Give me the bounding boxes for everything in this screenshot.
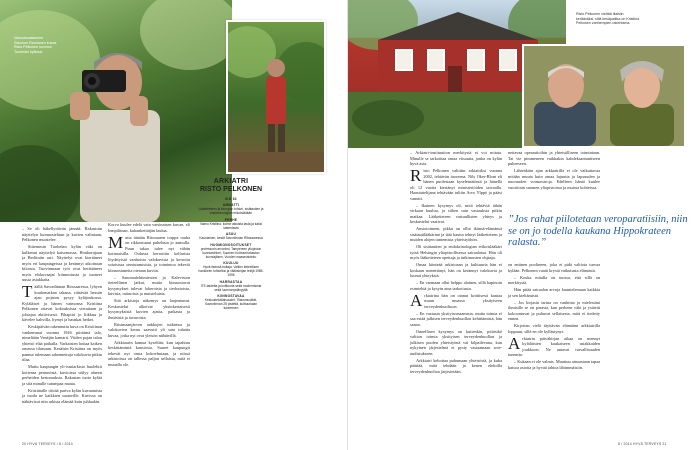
pull-quote: ”Jos rahat piilotetaan veroparatiisiin, niin se on jo todella kaukana Hippokrateen ralasta.” (508, 214, 688, 248)
paragraph: Omaa kiinteää arkistoaan ja kulttuuria hän ei koskaan menettänyt, hän on kerännyt valokuvia ja luonut yhteyksiä. (410, 262, 502, 278)
paragraph: – En vastusta yksityisrasaamista, mutta toimia ei saa estää julkisen terveydenhuollon kehittämistä, hän sanoo. (410, 310, 502, 327)
paragraph: Kirjoitan vielä täyttävän elämääni arkkiatrilla loppuun, sillä en ole kyllästynyt. (508, 323, 600, 334)
left-column-2 (108, 222, 190, 369)
paragraph: Ritsimaanjärven aukkojen tutkimus ja valokuvien keruu saavutti yli sata tuhatta kuvaa, jotka nyt ovat yleisön nähtävillä. (108, 321, 190, 338)
paragraph: Sittemmin Tuohelan kylän väki on kulkenut näyttelyä katsomassa, Houkorujaan ja Berliiniin asti. Näyttelyt ovat kiertäneet myös eri kaupungeissa ja kerännyt aikoinaan kiitosta. Tuovinmaan työt ovat herättäneet myös elokuvaajat kiinnostusta ja tuoneet uusia asiakkaita. (22, 244, 102, 282)
paragraph: nettavaa operaatioihin ja yhteisölliseen toimintaan. Tai vie pimmeneen vaikkakin kahdeksantuntiseen puheeseen. (508, 150, 600, 166)
paragraph: Muttu kaupungin yli-ismiarkisto huolehtii kotiensa perinnöstä, kuvioissa säilyy alueen perheiden kertomuksia. Rakastan tuota kylää ja sitä minulle tutumpaa maata. (22, 364, 102, 386)
garden-photo (226, 20, 326, 174)
infobox-value: professorin arvonimi, Tampereen yliopiston kunniatohtori, Suomen Kulttuurirahaston kunniajäsen, Vuoden maaseututeko (200, 246, 262, 259)
infobox-label: IKÄ (225, 196, 232, 201)
paragraph: Arkkiaarin kamua kyseltiin, kun tapahtuu keskittämästä kansiosta. Suuret kaupungit tekevät nyt omia kokoelmiaan, ja niissä arkistoissa on tallessa paljon sellaista, mitä ei muualla ole. (108, 339, 190, 367)
drop-cap: R (410, 166, 422, 185)
paragraph: – Ikuinen kysymys oli, mitä tehtäviä tähän virkaan kuuluu, ja siihen sain vastauksia pitkin matkaa. Lääketieteen vastuullisten yhteys ja keskustelut vaativat. (410, 202, 502, 224)
infobox-value: Vaimo Kristiina, kolme aikuista lasta ja kaksi lastenlasta (199, 221, 263, 230)
paragraph: Ansiotoimeni, pikku on ollut ikänsä-elämänsä sisätautilääkärinä ja tätä kautta tehnyt lääketieteen ja muiden alojen tuntemista yhteistyöhön. (410, 226, 502, 242)
drop-cap: M (108, 232, 124, 252)
paragraph: Onnellisen kysymys on kuitenkin, pitäisikö valtion toimia yksityisen terveydenhuollon ja julkisen puolen yhteistyönä vai kilpailevana, kun nykyinen järjestelmä ei pysty vastaamaan sote-uudistukseen. (410, 328, 502, 356)
infobox-name: RISTO PELKONEN (199, 186, 263, 193)
infobox-value: Kauniainen, kesät Savonlinnan Ritosaaressa (199, 236, 263, 240)
right-page (348, 0, 696, 450)
infobox-label: HUOMIONOSOITUKSET (210, 242, 252, 247)
paragraph: Kristiinalle riittää pariva kylän kuvaamista ja tuoda ne kaikkien saataville. Kuvissa on nähtävissä niin arkista elämää kuin juhlaakin. (22, 387, 102, 404)
paragraph: – Arkiatri-instituution merkitystä ei voi mitata. Minulle se tarkoittaa omaa viisautta, jonka on kylän hyvä asia. (410, 150, 502, 166)
right-column-2-continued (508, 262, 600, 372)
paragraph: – Kukaan ei ole valmis. Muuttuu ainoastaan tapaa katsoa asioita ja hyvää tahtoa lähimmäisiin. (508, 359, 600, 370)
infobox-label: KUULUU (223, 261, 239, 265)
page-footer: 20 HYVÄ TERVEYS / 8 / 2014 (22, 442, 73, 446)
paragraph: isto Pelkonen valittiin arkiatriksi vuonna 2002, tehtävän tuoreena. Nils Oker-Blom eli hänen puolestaan kyselemätöntä ja hänellä oli 12 vuotta kiertänyt ministeriöiden taivaalla. Haastattelijana tehtävään tultiin Arvo Ylppö ja pääsi vanutti. (410, 168, 502, 201)
infobox-label: PERHE (224, 217, 238, 222)
infobox-label: AMMATTI (222, 203, 240, 207)
infobox-value: 62 (232, 196, 237, 201)
paragraph: Hän pitää sairaalan arvoja kuuntelemaan kaikkia ja sen kieltämistä. (508, 287, 600, 298)
infobox-label: KIINNOSTAVAA (217, 294, 245, 298)
infobox-label: HARRASTAA (219, 279, 243, 284)
couple-illustration (524, 46, 684, 146)
infobox-value: Keskustelutilaisuudet, Tilausmusiikki, Savonlinnan 25 pistettä, kulttuurialan tukeminen (204, 298, 258, 310)
paragraph: rkiatrin päiväkirjan aikaa on mennyt kyläläisten kaukaiseen asiakkaiden joukkoon. Ne antavat turvallisuuden tunnetta. (508, 335, 600, 357)
right-column-1 (410, 150, 502, 376)
paragraph: Keskipäivän rakennuttu kuva on Kristiinan vanhemmat vuonna 1946 piirtämä talo, nimeltään Venäjän kamarit. Viiden pojan talon yhteisö elää paikalla. Varkaisten hoitaa kaiken omassa tilassaan. Kesäisin Kristiina on myös pannut tulemaan rakennettuja valokuvia pitkin tilaa. (22, 324, 102, 362)
infobox-value: Lääketieteen ja kirurgian tohtori, sisätautien ja endokrinologian erikoislääkäri (198, 207, 264, 215)
paragraph: – En varmaan ollut helppo alainen, sillä kapinoin esimiehiä ja kysyin aina tarkoitusta. (410, 280, 502, 291)
infobox-value: Hyvä itsensä hoitaja, Valtion tieteellisen hankkeen tohtoriksi ja väitöskirjan tekijä 1985-1996 (198, 265, 264, 277)
paragraph: – Sanomalehtimiesten ja Kaleviston tieteellinen jatkui, mutta kiinnostavat kysymykset tulevat lokeroista ja tiedostoista, kuvista, tarinoista ja muisteluista. (108, 274, 190, 296)
paragraph: on entinen poolineen, joka ei pidä valtiota turvaa kylään. Pelkonen vaatii krystä vaikutusta elämästä. (508, 262, 600, 273)
drop-cap: A (410, 290, 423, 310)
paragraph: Korva kuulee edelä vain varsinaisen kuvan, eli lempiliinan, kuhankeittäjän laulua. (108, 222, 190, 233)
page-footer: 8 / 2014 HYVÄ TERVEYS 21 (618, 442, 667, 446)
paragraph: Lähteäkäin ajan arkkiatrilla ei ole vaikuttavaa mitään muuta kuin omaa lujuutta ja lapsuuden ja nuoruuden voimavaroja. Edelleen häntä kuulee vuosittain suomen yliopistoissa ja muissa kohteissa. (508, 168, 600, 190)
profile-infobox (198, 178, 264, 310)
paragraph: – Se oli häkellyttävän jännää. Rakastuin näyttelyn luonnosteluun ja kuvien valintaan, Pelkonen muistelee. (22, 226, 102, 242)
paragraph: rkiatrina hän on otanut kriittisesti kantaa muun muassa yksityiseen terveydenhuoltoon. (424, 292, 502, 309)
photo-caption: Risto Pelkonen viettää tilaisiin kerääväksi, sillä kesäpaikka on Kristiina Pelkosen vanhempien rakentama. (576, 12, 640, 26)
paragraph: Oli sisätautien ja endokrinologian erikoislääkäri työtä Helsingin yliopistollisessa sairaalassa. Hän oli myös lääketieteen opettaja ja tutkimusten ohjaaja. (410, 244, 502, 260)
couple-photo (522, 44, 686, 148)
paragraph: – Jos kirjasin tarina on vanhinta ja mielestäni ihmisille se on parasta, kun perheen väki ja ystävät kokoontuvat ja puhuvat sellaisesta, mitä ei tiedetty ennen. (508, 299, 600, 321)
drop-cap: A (508, 333, 521, 353)
paragraph: Sitä arkistoja näkemys on laajentunut. Keskustelut alkoivat yksinkertaisesti kysymyksistä kuvien ajasta, paikasta ja ihmisistä ja tavaroista. (108, 298, 190, 320)
right-column-2 (508, 150, 600, 192)
left-column-1 (22, 226, 102, 406)
garden-illustration (228, 22, 324, 172)
paragraph: Arkkiatri kehottaa puhumaan yhteisöstä, ja kuka päättää, mitä tehdään ja kenen ehdoilla terveydenhuoltoa järjestetään. (410, 357, 502, 374)
drop-cap: T (22, 282, 33, 301)
photo-caption: Vakuutusasiamies Salomon Rauhanen kuvaa Risto Pelkosen luonnon Tuohelan kylässä. (14, 36, 57, 54)
paragraph: – Kouka mitalla on tuossa, että sillä on merkitystä. (508, 274, 600, 285)
infobox-value: ITE-taidetta ja kulttuuria sekä modernismia sekä luonnonystävyyttä (200, 283, 262, 292)
paragraph: utta tänään Ritosaaren torppa rauha on rikkoutunut puheluun jo aamulla. Puun takaa tulee nyt vähän kotimaisilla. Oulussa kerrottiin kellarista löydetyistä vanhoista valokuvista ja kerrottu sotaisissa onnistumisista, ja toimintoa tekeviä kiinnostuneita otetaan kuviin. (108, 234, 190, 273)
infobox-title: ARKIATRI (213, 178, 249, 185)
infobox-label: ASUU (225, 232, 237, 236)
paragraph: äällä Savonlinnan Ritosaaressa, lyhyen kuulomatkan takana, riittävää hessän ajan pojaton pysyy kyläjoukossa. Kyläläiset ja hänen vaimonsa Kristiina Pelkonen ottavat kokouksissa vieraitaan ja johtajaa aktiivisesti. Pihapiiri jo liikkuu ja kävelee kahvilla, hymyt ja hauskat hetket. (22, 284, 102, 322)
